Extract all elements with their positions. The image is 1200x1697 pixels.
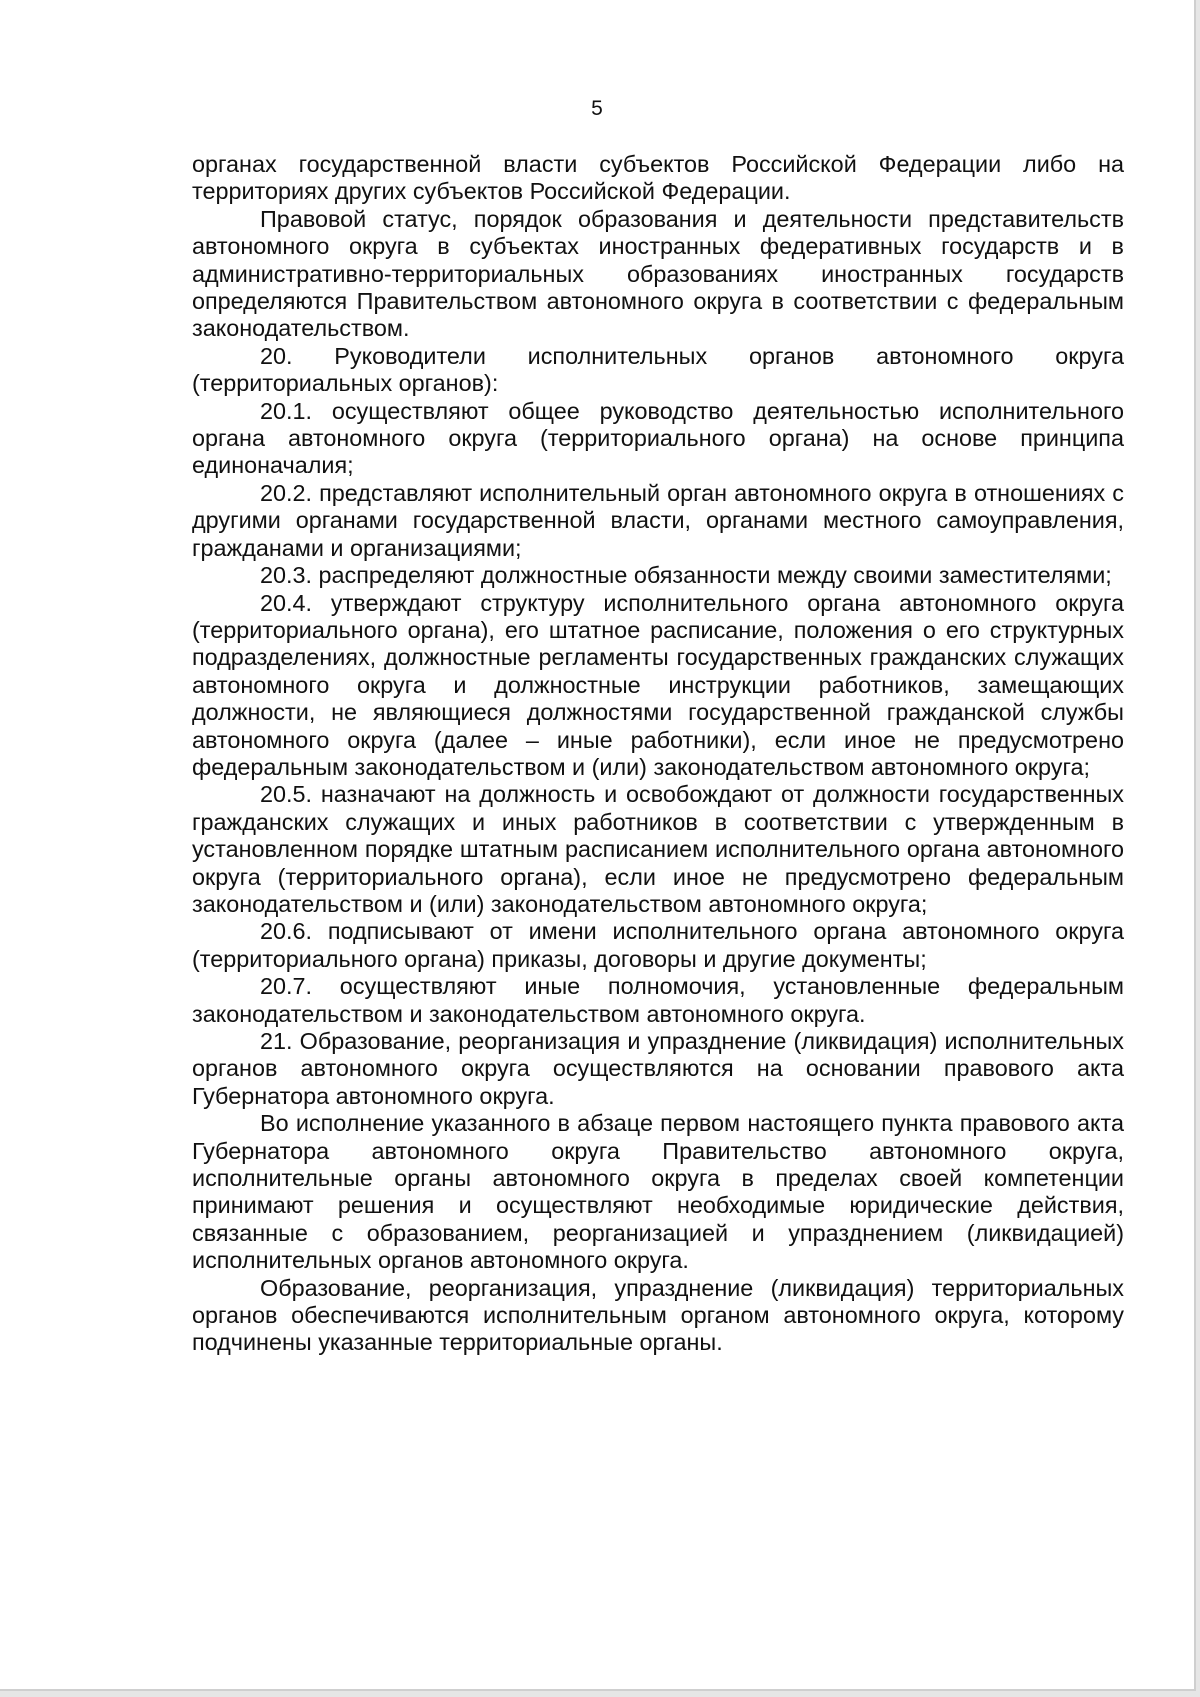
paragraph-item-20-7: 20.7. осуществляют иные полномочия, установленные федеральным законодательством и законодательством автономного округа. bbox=[192, 973, 1124, 1027]
paragraph-item-20-3: 20.3. распределяют должностные обязанности между своими заместителями; bbox=[260, 562, 1112, 589]
document-body bbox=[192, 151, 1124, 1357]
paragraph-continuation: органах государственной власти субъектов Российской Федерации либо на территориях других субъектов Российской Федерации. bbox=[192, 151, 1124, 205]
page-number: 5 bbox=[591, 97, 603, 120]
paragraph-item-20-2: 20.2. представляют исполнительный орган автономного округа в отношениях с другими органами государственной власти, органами местного самоуправления, гражданами и организациями; bbox=[192, 479, 1124, 561]
paragraph-item-21-territorial: Образование, реорганизация, упразднение (ликвидация) территориальных органов обеспечиваются исполнительным органом автономного округа, которому подчинены указанные территориальные органы. bbox=[192, 1274, 1124, 1356]
paragraph-item-20: 20. Руководители исполнительных органов автономного округа (территориальных органов): bbox=[192, 342, 1124, 397]
paragraph-item-20-4: 20.4. утверждают структуру исполнительного органа автономного округа (территориального органа), его штатное расписание, положения о его структурных подразделениях, должностные регламенты государственных гражданских служащих автономного округа и должностные инструкции работников, замещающих должности, не являющиеся должностями государственной гражданской службы автономного округа (далее – иные работники), если иное не предусмотрено федеральным законодательством и (или) законодательством автономного округа; bbox=[192, 589, 1124, 780]
paragraph-item-20-1: 20.1. осуществляют общее руководство деятельностью исполнительного органа автономного округа (территориального органа) на основе принципа единоначалия; bbox=[192, 397, 1124, 479]
paragraph-item-21: 21. Образование, реорганизация и упразднение (ликвидация) исполнительных органов автономного округа осуществляются на основании правового акта Губернатора автономного округа. bbox=[192, 1028, 1124, 1109]
paragraph-item-20-5: 20.5. назначают на должность и освобождают от должности государственных гражданских служащих и иных работников в соответствии с утвержденным в установленном порядке штатным расписанием исполнительного органа автономного округа (территориального органа), если иное не предусмотрено федеральным законодательством и (или) законодательством автономного округа; bbox=[192, 781, 1124, 917]
paragraph-representations-status: Правовой статус, порядок образования и деятельности представительств автономного округа в субъектах иностранных федеративных государств и в административно-территориальных образованиях иностранных государств определяются Правительством автономного округа в соответствии с федеральным законодательством. bbox=[192, 205, 1124, 342]
paragraph-item-20-6: 20.6. подписывают от имени исполнительного органа автономного округа (территориального органа) приказы, договоры и другие документы; bbox=[192, 918, 1124, 972]
paragraph-item-21-execution: Во исполнение указанного в абзаце первом настоящего пункта правового акта Губернатора автономного округа Правительство автономного округа, исполнительные органы автономного округа в пределах своей компетенции принимают решения и осуществляют необходимые юридические действия, связанные с образованием, реорганизацией и упразднением (ликвидацией) исполнительных органов автономного округа. bbox=[192, 1110, 1124, 1274]
